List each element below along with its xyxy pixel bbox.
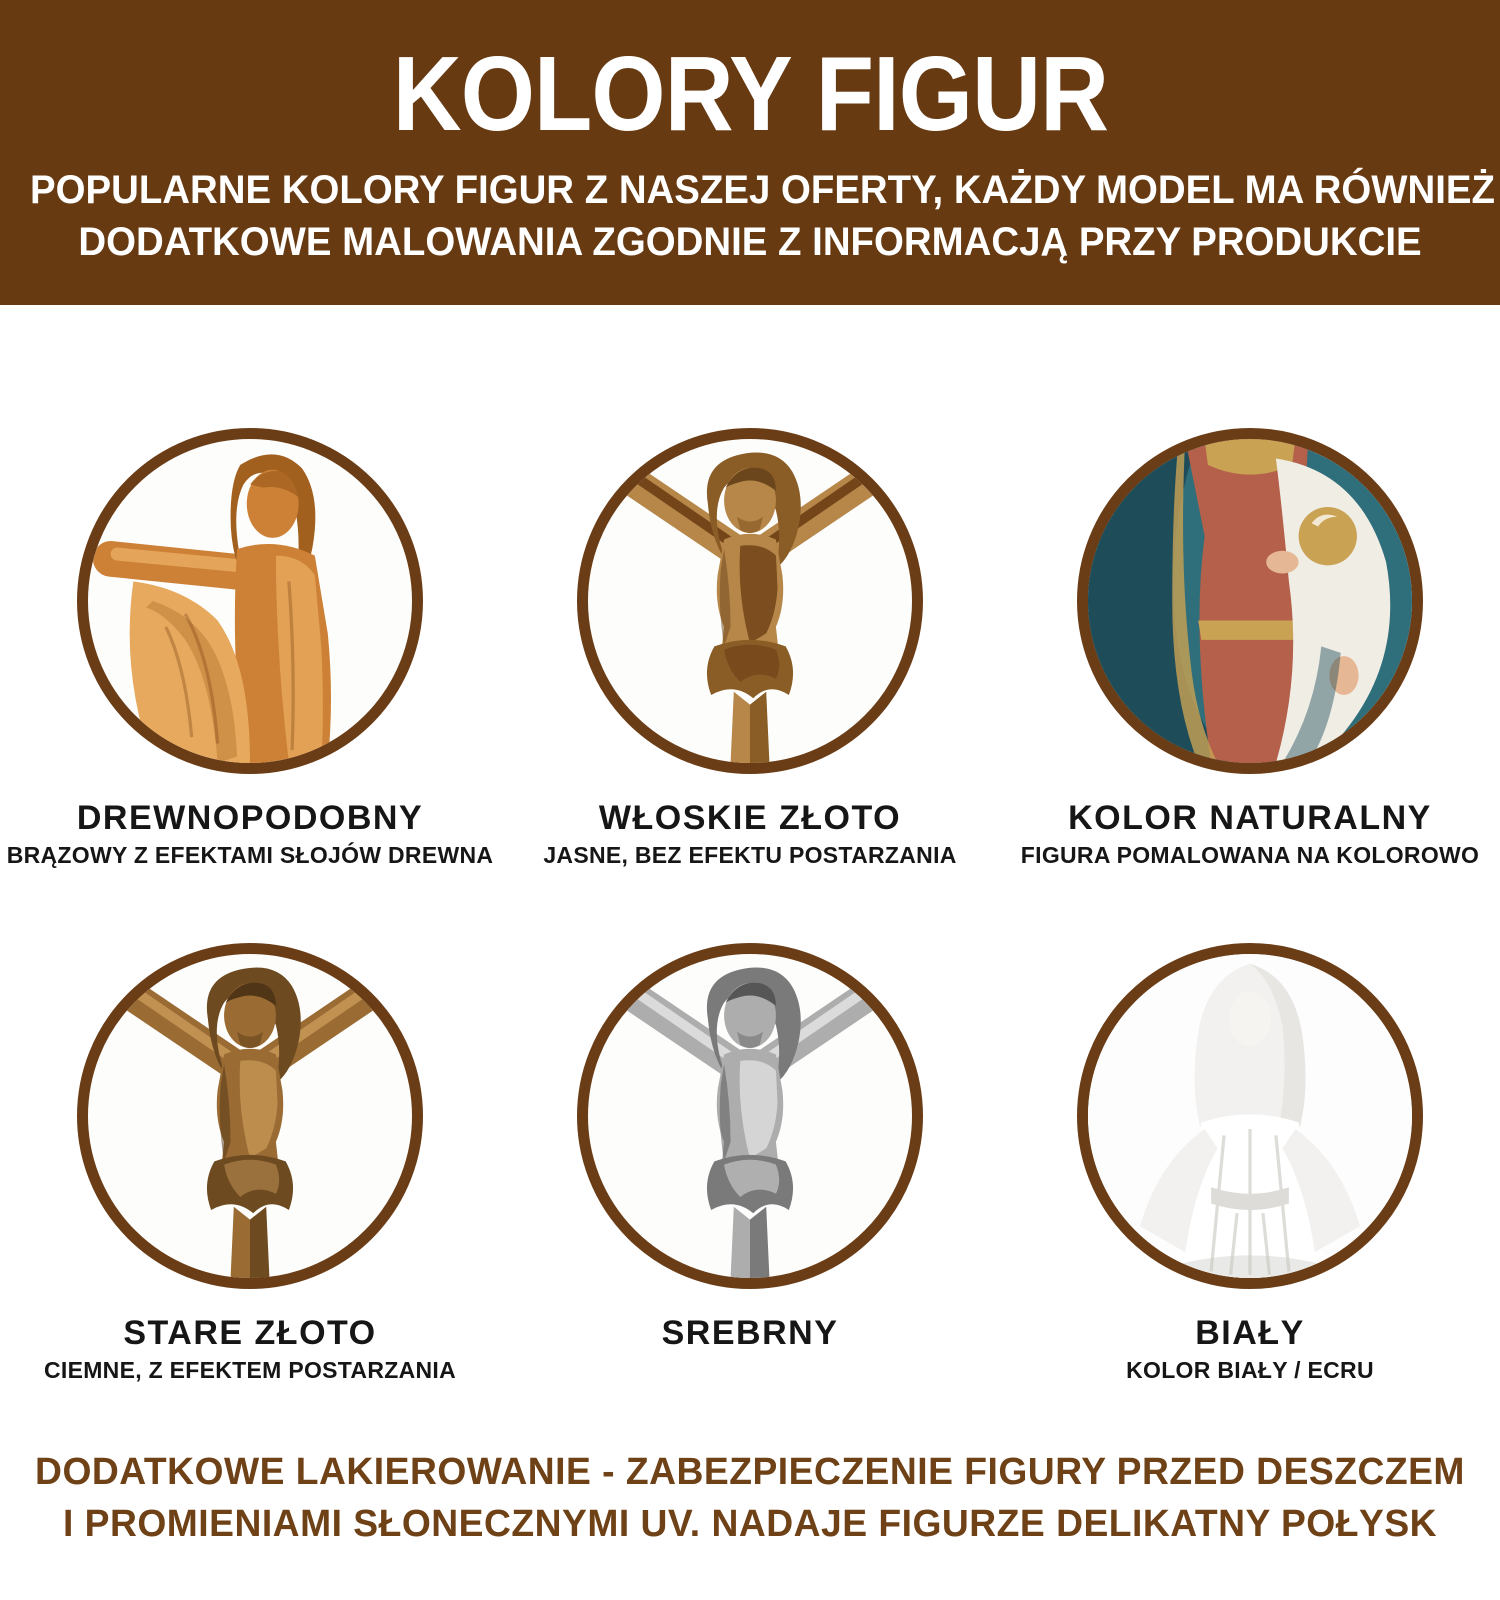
statue-image-drewnopodobny [88, 439, 412, 763]
crucifix-figure-icon [588, 439, 912, 763]
wood-christ-figure-icon [88, 439, 412, 763]
color-name: STARE ZŁOTO [123, 1314, 377, 1352]
color-card-stare-zloto [0, 943, 500, 1384]
color-description: KOLOR BIAŁY / ECRU [1126, 1357, 1374, 1383]
color-name: DREWNOPODOBNY [76, 799, 424, 837]
statue-image-kolor-naturalny [1088, 439, 1412, 763]
color-name: WŁOSKIE ZŁOTO [598, 799, 902, 837]
sample-photo-frame [1077, 428, 1423, 774]
crucifix-figure-icon [588, 954, 912, 1278]
color-card-drewnopodobny [0, 428, 500, 869]
sample-photo-frame [1077, 943, 1423, 1289]
footer-line-1: DODATKOWE LAKIEROWANIE - ZABEZPIECZENIE FIGURY PRZED DESZCZEM [35, 1451, 1465, 1493]
statue-image-bialy [1088, 954, 1412, 1278]
color-card-srebrny [500, 943, 1000, 1384]
color-card-wloskie-zloto [500, 428, 1000, 869]
color-description: CIEMNE, Z EFEKTEM POSTARZANIA [43, 1357, 457, 1383]
sample-photo-frame [77, 943, 423, 1289]
footer-line-2: I PROMIENIAMI SŁONECZNYMI UV. NADAJE FIGURZE DELIKATNY POŁYSK [62, 1503, 1438, 1545]
sample-photo-frame [77, 428, 423, 774]
color-samples-grid [0, 428, 1500, 1384]
statue-image-stare-zloto [88, 954, 412, 1278]
color-card-bialy [1000, 943, 1500, 1384]
color-name: BIAŁY [1195, 1314, 1305, 1352]
color-card-kolor-naturalny [1000, 428, 1500, 869]
sample-photo-frame [577, 943, 923, 1289]
statue-image-srebrny [588, 954, 912, 1278]
subtitle-line-1: POPULARNE KOLORY FIGUR Z NASZEJ OFERTY, KAŻDY MODEL MA RÓWNIEŻ [30, 168, 1495, 212]
footer-note [0, 1446, 1500, 1550]
crucifix-figure-icon [88, 954, 412, 1278]
subtitle-line-2: DODATKOWE MALOWANIA ZGODNIE Z INFORMACJĄ PRZY PRODUKCIE [78, 220, 1422, 264]
color-description: BRĄZOWY Z EFEKTAMI SŁOJÓW DREWNA [6, 842, 494, 868]
page-subtitle [0, 164, 1500, 268]
color-name: SREBRNY [661, 1314, 839, 1352]
sample-photo-frame [577, 428, 923, 774]
header-banner [0, 0, 1500, 305]
madonna-child-figure-icon [1088, 439, 1412, 763]
color-name: KOLOR NATURALNY [1068, 799, 1432, 837]
color-description: JASNE, BEZ EFEKTU POSTARZANIA [543, 842, 957, 868]
statue-image-wloskie-zloto [588, 439, 912, 763]
white-mary-figure-icon [1088, 954, 1412, 1278]
color-description: FIGURA POMALOWANA NA KOLOROWO [1020, 842, 1480, 868]
page-title: KOLORY FIGUR [392, 35, 1108, 153]
